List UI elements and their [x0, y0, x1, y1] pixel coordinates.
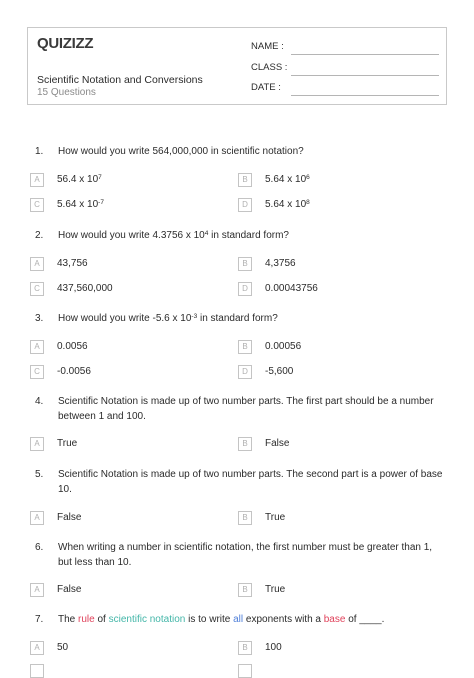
option-text: 5.64 x $10^6$ — [265, 174, 310, 185]
worksheet-title: Scientific Notation and Conversions — [37, 74, 203, 86]
option-letter: B — [238, 437, 252, 451]
option-letter: C — [30, 198, 44, 212]
option-letter: A — [30, 257, 44, 271]
option-text: False — [265, 438, 290, 449]
name-line — [291, 54, 439, 55]
class-label: CLASS : — [251, 62, 288, 73]
option-letter: B — [238, 511, 252, 525]
option-text: 43,756 — [57, 258, 88, 269]
name-field[interactable] — [251, 41, 439, 55]
option-letter: A — [30, 173, 44, 187]
q7-keyword-scientific-notation: scientific notation — [108, 614, 186, 625]
option-text: 5.64 x $10^{-7}$ — [57, 199, 104, 210]
class-field[interactable] — [251, 62, 439, 76]
option-letter: B — [238, 583, 252, 597]
question-number: 1. — [35, 146, 44, 157]
option-text: -0.0056 — [57, 366, 91, 377]
option-text: True — [57, 438, 78, 449]
option-letter: C — [30, 365, 44, 379]
option-letter-partial — [238, 664, 252, 678]
question-number: 6. — [35, 542, 44, 553]
option-letter: B — [238, 173, 252, 187]
q7-segment: of — [94, 614, 109, 625]
name-label: NAME : — [251, 41, 284, 52]
option-text: 100 — [265, 642, 282, 653]
option-text: 56.4 x $10^7$ — [57, 174, 102, 185]
date-label: DATE : — [251, 82, 281, 93]
option-letter: D — [238, 198, 252, 212]
option-text: 50 — [57, 642, 69, 653]
question-text: Scientific Notation is made up of two number parts. The first part should be a number between 1 and 100. — [58, 396, 434, 422]
option-text: -5,600 — [265, 366, 294, 377]
question-number: 7. — [35, 614, 44, 625]
q7-segment: The — [58, 614, 79, 625]
date-line — [291, 95, 439, 96]
option-letter: B — [238, 257, 252, 271]
option-text: 0.00056 — [265, 341, 302, 352]
question-number: 2. — [35, 230, 44, 241]
q7-segment: is to write — [185, 614, 234, 625]
option-letter: D — [238, 282, 252, 296]
option-letter: A — [30, 511, 44, 525]
class-line — [291, 75, 439, 76]
option-letter: A — [30, 340, 44, 354]
q7-segment: exponents with a — [243, 614, 324, 625]
date-field[interactable] — [251, 82, 439, 96]
q7-segment: of ____. — [345, 614, 385, 625]
q7-keyword-all: all — [233, 614, 244, 625]
option-text: False — [57, 512, 82, 523]
option-letter: B — [238, 641, 252, 655]
option-text: True — [265, 512, 286, 523]
question-text: Scientific Notation is made up of two number parts. The second part is a power of base 10. — [58, 469, 443, 495]
option-letter: A — [30, 583, 44, 597]
question-count: 15 Questions — [37, 87, 96, 98]
question-text: How would you write -5.6 x $10^{-3}$ in standard form? — [58, 313, 278, 324]
worksheet-header — [27, 27, 447, 105]
q7-keyword-rule: rule — [78, 614, 95, 625]
option-text: 0.00043756 — [265, 283, 318, 294]
question-text: When writing a number in scientific notation, the first number must be greater than 1, but less than 10. — [58, 542, 433, 568]
option-letter: A — [30, 641, 44, 655]
option-letter-partial — [30, 664, 44, 678]
question-5 — [35, 467, 447, 497]
option-text: 0.0056 — [57, 341, 88, 352]
option-text: 5.64 x $10^8$ — [265, 199, 310, 210]
question-4 — [35, 394, 447, 424]
quizizz-logo: QUIZIZZ — [37, 35, 94, 52]
question-text: How would you write 4.3756 x $10^4$ in standard form? — [58, 230, 289, 241]
question-text — [58, 612, 447, 627]
option-letter: C — [30, 282, 44, 296]
option-text: 437,560,000 — [57, 283, 113, 294]
question-text: How would you write 564,000,000 in scientific notation? — [58, 146, 304, 157]
option-text: 4,3756 — [265, 258, 296, 269]
question-number: 5. — [35, 469, 44, 480]
q7-keyword-base: base — [323, 614, 346, 625]
option-text: False — [57, 584, 82, 595]
question-number: 3. — [35, 313, 44, 324]
option-text: True — [265, 584, 286, 595]
option-letter: D — [238, 365, 252, 379]
question-6 — [35, 540, 447, 570]
question-number: 4. — [35, 396, 44, 407]
option-letter: B — [238, 340, 252, 354]
option-letter: A — [30, 437, 44, 451]
